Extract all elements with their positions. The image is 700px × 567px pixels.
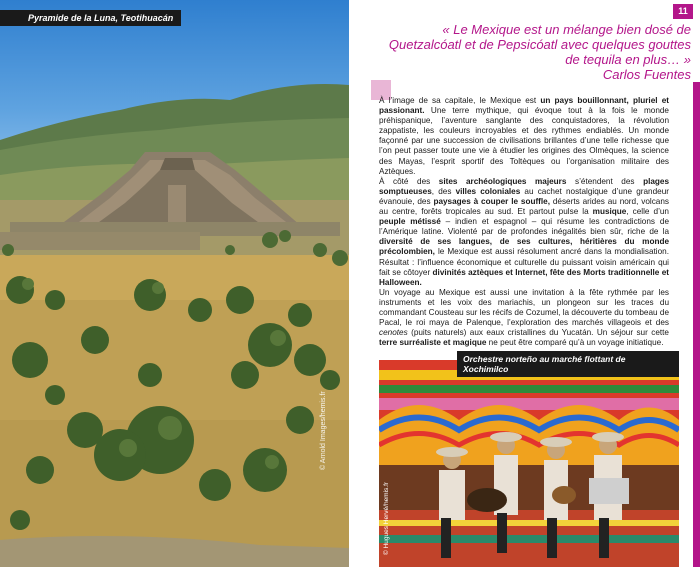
photo-caption: Pyramide de la Luna, Teotihuacán xyxy=(0,10,181,26)
orchestra-photo xyxy=(379,360,679,567)
quote-text: « Le Mexique est un mélange bien dosé de Quetzalcóatl et de Pepsicóatl avec quelques gouttes de tequila en plus… » xyxy=(388,22,691,67)
photo-credit: © Hugues Hervé/hemis.fr xyxy=(383,481,390,555)
page-number: 11 xyxy=(673,4,693,19)
paragraph-3: Un voyage au Mexique est aussi une invitation à la fête rythmée par les instruments et les voix des mariachis, un plongeon sur les traces du commandant Cousteau sur les récifs de Cozumel, la découverte du tombeau de Pacal, le roi maya de Palenque, l’exploration des marchés villageois et des cenotes (puits naturels) aux eaux cristallines du Yucatán. Un séjour sur cette terre surréaliste et magique ne peut être comparé qu’à un voyage initiatique. xyxy=(379,287,669,348)
paragraph-2: À côté des sites archéologiques majeurs s’étendent des plages somptueuses, des villes coloniales au cachet nostalgique d’une grandeur évanouie, des paysages à couper le souffle, déserts arides au nord, volcans au centre, forêts tropicales au sud. Et partout pulse la musique, celle d’un peuple métissé – indien et espagnol – qui résume les contradictions de l’Amérique latine. Violenté par de profondes inégalités bien sûr, riche de la diversité de ses langues, de ses cultures, héritières du monde précolombien, le Mexique est aussi résolument ancré dans la mondialisation. Résultat : l’influence économique et culturelle du puissant voisin américain qui fait se côtoyer divinités aztèques et Internet, fête des Morts traditionnelle et Halloween. xyxy=(379,176,670,287)
side-accent-bar xyxy=(693,82,700,567)
right-page xyxy=(349,0,700,567)
photo-credit: © Arnold Images/hemis.fr xyxy=(320,391,327,470)
body-text xyxy=(379,96,669,348)
photo-caption: Orchestre norteño au marché flottant de Xochimilco xyxy=(457,351,679,377)
epigraph-quote xyxy=(381,22,691,82)
paragraph-1: À l’image de sa capitale, le Mexique est un pays bouillonnant, pluriel et passionant. Une terre mythique, qui évoque tout à la fois le monde préhispanique, l’aventure sanglante des conquistadores, la révolution zappatiste, les couleurs incroyables et des rythmes endiablés. Un monde façonné par une succession de civilisations brillantes d’une telle richesse que l’on peut passer toute une vie à étudier les origines des Olmèques, la science des Mayas, l’esprit sportif des Toltèques ou l’organisation militaire des Aztèques. xyxy=(379,96,669,176)
pyramid-photo xyxy=(0,0,349,567)
left-page xyxy=(0,0,349,567)
quote-author: Carlos Fuentes xyxy=(602,67,691,82)
